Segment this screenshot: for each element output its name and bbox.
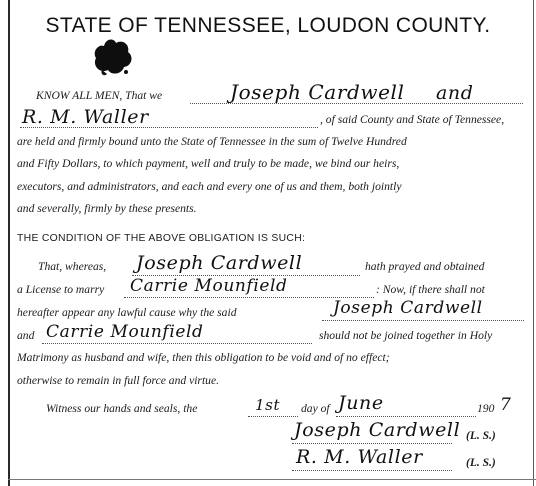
otherwise-text: otherwise to remain in full force and virtue. [17,374,220,387]
witness-text: Witness our hands and seals, the [46,402,198,415]
signature-line-1 [292,443,452,444]
county-state-text: , of said County and State of Tennessee, [320,113,505,126]
bond-text-line-6: and severally, firmly by these presents. [17,202,197,215]
signature-line-2 [292,470,452,471]
year-prefix: 190 [477,402,495,415]
bond-text-line-5: executors, and administrators, and each and every one of us and them, both jointly [17,180,402,193]
whereas-text: That, whereas, [38,260,107,273]
fill-line-said [322,320,524,321]
matrimony-text: Matrimony as husband and wife, then this obligation to be void and of no effect; [17,351,390,364]
handwritten-bride-name-2: Carrie Mounfield [46,322,204,342]
page-edge-right [533,0,534,486]
now-text: : Now, if there shall not [376,283,485,296]
should-text: should not be joined together in Holy [319,329,493,342]
fill-line-and [42,343,312,344]
document-title: STATE OF TENNESSEE, LOUDON COUNTY. [45,14,491,37]
page-edge-left [8,0,10,486]
seal-mark-1: (L. S.) [466,430,496,442]
handwritten-month: June [338,392,384,414]
handwritten-principal-name-3: Joseph Cardwell [333,298,483,318]
day-of-text: day of [301,402,330,415]
fill-line-day [248,416,298,417]
bond-text-line-3: are held and firmly bound unto the State of Tennessee in the sum of Twelve Hundred [17,135,407,148]
handwritten-principal-name: Joseph Cardwell [230,80,405,104]
handwritten-and: and [436,82,474,104]
handwritten-principal-name-2: Joseph Cardwell [136,252,303,274]
page-edge-bottom [8,479,536,480]
and-text: and [17,329,35,342]
handwritten-day: 1st [255,396,281,414]
seal-mark-2: (L. S.) [466,457,496,469]
fill-line-month [336,416,476,417]
condition-heading: THE CONDITION OF THE ABOVE OBLIGATION IS SUCH: [17,233,306,244]
intro-text: KNOW ALL MEN, That we [36,89,163,102]
bond-text-line-4: and Fifty Dollars, to which payment, well and truly to be made, we bind our heirs, [17,157,400,170]
prayed-text: hath prayed and obtained [365,260,485,273]
ink-blot-mark [88,34,134,78]
handwritten-bride-name: Carrie Mounfield [130,276,288,296]
license-text: a License to marry [17,283,105,296]
handwritten-year-digit: 7 [500,395,512,415]
signature-surety: R. M. Waller [296,446,423,468]
handwritten-surety-name: R. M. Waller [22,106,149,128]
hereafter-text: hereafter appear any lawful cause why the said [17,306,237,319]
signature-principal: Joseph Cardwell [294,419,461,441]
